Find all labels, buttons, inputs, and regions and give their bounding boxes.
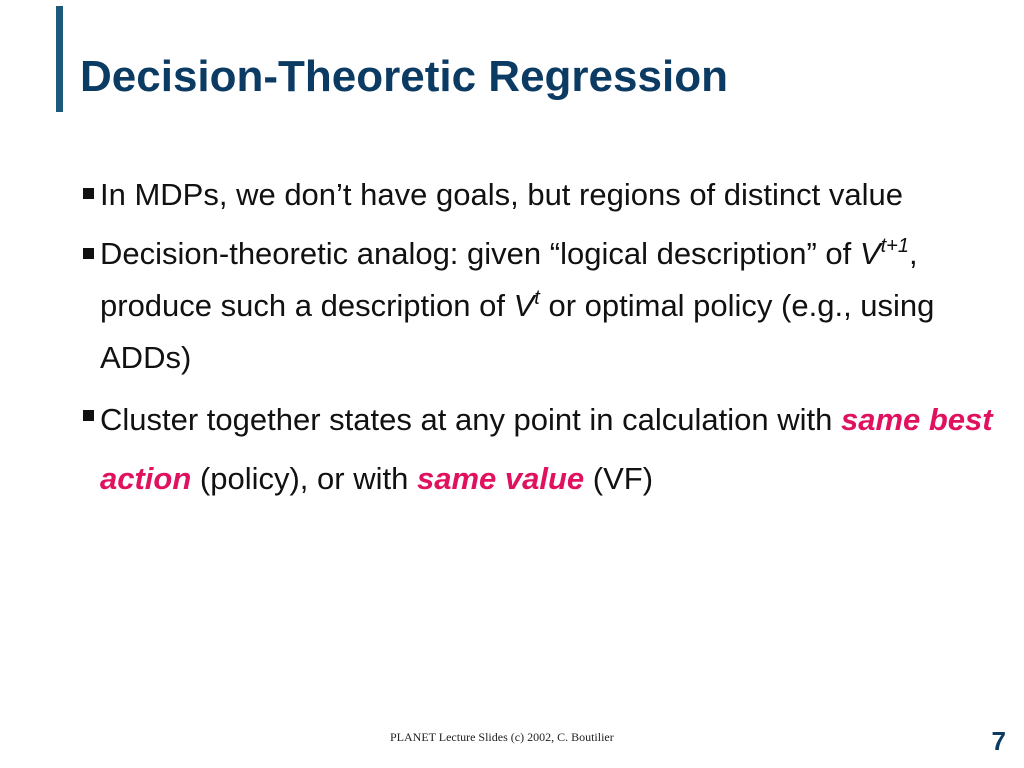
page-number: 7 [991, 726, 1006, 756]
bullet-text: , produce such a description of [100, 236, 918, 323]
square-bullet-icon [83, 188, 94, 199]
bullet-text: Decision-theoretic analog: given “logical description” of [100, 236, 860, 271]
bullet-item [80, 228, 1000, 384]
value-function-symbol: V [513, 288, 535, 323]
bullet-text: (VF) [584, 461, 654, 496]
square-bullet-icon [83, 248, 94, 259]
bullet-text: In MDPs, we don’t have goals, but regions of distinct value [100, 177, 903, 212]
superscript-t-plus-1: t+1 [880, 235, 909, 257]
bullet-list [80, 168, 1000, 508]
emphasis-same-best-action: same best action [100, 402, 993, 496]
bullet-text: or optimal policy (e.g., using ADDs) [100, 288, 935, 375]
square-bullet-icon [83, 410, 94, 421]
bullet-item [80, 168, 1000, 222]
bullet-text: (policy), or with [191, 461, 417, 496]
slide-title: Decision-Theoretic Regression [80, 52, 728, 101]
superscript-t: t [534, 287, 540, 309]
title-accent-bar [56, 6, 63, 112]
value-function-symbol: V [859, 236, 881, 271]
bullet-item [80, 390, 1000, 508]
emphasis-same-value: same value [416, 461, 585, 496]
bullet-text: Cluster together states at any point in calculation with [100, 402, 841, 437]
slide-footer: PLANET Lecture Slides (c) 2002, C. Boutilier [390, 730, 614, 744]
